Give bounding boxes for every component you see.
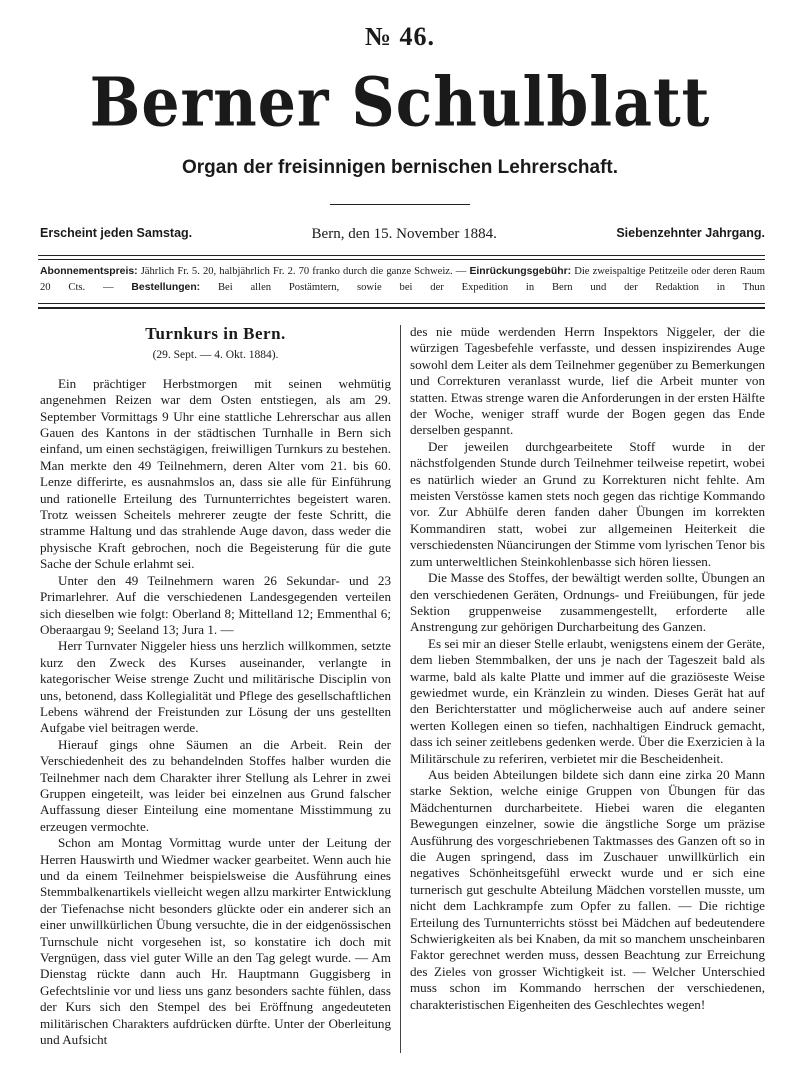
article-paragraph: Schon am Montag Vormittag wurde unter der Leitung der Herren Hauswirth und Wiedmer wacker gearbeitet. Wenn auch hie und da einem Teilnehmer beispielsweise die Ausführung eines Stemmbalkenartikels vielleicht wegen allzu markirter Entwicklung der Tiefenachse nicht besonders glückte oder ein anderer sich an einer unwillkürlichen Übung versuchte, die in der eidgenössischen Turnschule nicht vorgesehen ist, so konstatire ich doch mit Vergnügen, dass viel guter Wille an den Tag gelegt wurde. — Am Dienstag rückte dann auch Hr. Hauptmann Guggisberg in Gefechtslinie vor und liess uns ganz besonders sachte fühlen, dass der Kurs sich den Stempel des bei Eröffnung angedeuteten militärischen Charakters aufdrücken dürfte. Unter der Oberleitung und Aufsicht [40, 835, 391, 1048]
notice-rule-heavy [38, 307, 765, 309]
column-divider [400, 325, 401, 1053]
publication-frequency: Erscheint jeden Samstag. [40, 226, 193, 240]
volume-year: Siebenzehnter Jahrgang. [616, 226, 765, 240]
article-title: Turnkurs in Bern. [145, 324, 286, 343]
article-paragraph: Die Masse des Stoffes, der bewältigt werden sollte, Übungen an den verschiedenen Geräten, Ordnungs- und Freiübungen, für jede Sektion gruppenweise zusammengestellt, erforderte alle Anstrengung zur gehörigen Durcharbeitung des Ganzen. [410, 570, 765, 635]
subscription-price-label: Abonnementspreis: [40, 266, 138, 277]
article-paragraph: Der jeweilen durchgearbeitete Stoff wurde in der nächstfolgenden Stunde durch Teilnehmer teilweise repetirt, wobei es natürlich wieder an Grund zu Korrekturen nicht fehlte. Am meisten Verstösse kamen stets noch gegen das richtige Kommando vor. Zur Abhülfe deren fanden daher Übungen im korrekten Kommandiren statt, wobei zur allgemeinen Heiterkeit die verschiedensten Nüancirungen der Stimme vom lyrischen Tenor bis zum unterweltlichen Steinkohlenbasse sich hören liessen. [410, 438, 765, 569]
top-rule [38, 255, 765, 256]
orders-label: Bestellungen: [131, 281, 201, 293]
insertion-fee-label: Einrückungsgebühr: [469, 266, 572, 277]
article-paragraph: Aus beiden Abteilungen bildete sich dann eine zirka 20 Mann starke Sektion, welche einige Gruppen von Übungen für das Mädchenturnen durcharbeitete. Hiebei waren die eleganten Bewegungen einzelner, sowie die ängstliche Sorge um präzise Ausführung des vorgeschriebenen Taktmasses des Ganzen oft so in die Augen springend, dass im Zuschauer unwillkürlich ein negatives Schönheitsgefühl erweckt wurde und er sich eine turnerisch gut geschulte Abteilung Mädchen vorstellen musste, um nicht dem Lachkrampfe zum Opfer zu fallen. — Die richtige Erteilung des Turnunterrichts stösst bei Mädchen auf bedeutendere Schwierigkeiten als bei Knaben, da mit so manchem unscheinbaren Faktor gerechnet werden muss, dessen Beachtung zur Erreichung des Zieles von grosser Wichtigkeit ist. — Welcher Unterschied muss schon im Kommando herrschen der verschiedenen, charakteristischen Eigenheiten des Geschlechtes wegen! [410, 766, 765, 1012]
insertion-fee-text: Die zweispaltige Petitzeile oder deren Raum 20 Cts. — [40, 266, 766, 293]
newspaper-subtitle: Organ der freisinnigen bernischen Lehrerschaft. [181, 157, 619, 178]
right-column [410, 324, 765, 1013]
article-paragraph: Unter den 49 Teilnehmern waren 26 Sekundar- und 23 Primarlehrer. Auf die verschiedenen Landesgegenden verteilen sich dieselben wie folgt: Oberland 8; Mittelland 12; Emmenthal 6; Oberaargau 9; Seeland 13; Jura 1. — [40, 572, 391, 637]
issue-number: № 46. [364, 22, 436, 51]
article-paragraph: Herr Turnvater Niggeler hiess uns herzlich willkommen, setzte kurz den Zweck des Kurses auseinander, verlangte in kategorischer Weise strenge Zucht und militärische Disciplin von uns, betonend, dass Kollegialität und Pflege des gesellschaftlichen Lebens während der Freistunden zur Lösung der uns gestellten Aufgabe viel beitragen werde. [40, 638, 391, 736]
article-paragraph: Es sei mir an dieser Stelle erlaubt, wenigstens einem der Geräte, dem lieben Stemmbalken, der uns je nach der Tageszeit bald als warme, bald als kalte Platte und immer auf die graziöseste Weise gewiedmet wurde, ein Kränzlein zu winden. Dieses Gerät hat auf den Berichterstatter und möglicherweise auch auf andere seiner werten Kollegen einen so tiefen, nachhaltigen Eindruck gemacht, dass ich seiner zeitlebens gedenken werde. Über die Exerzicien à la Militärschule zu referiren, verbietet mir die Bescheidenheit. [410, 635, 765, 766]
notice-rule [38, 303, 765, 304]
article-paragraph: Hierauf gings ohne Säumen an die Arbeit. Rein der Verschiedenheit des zu behandelnden Stoffes halber wurden die Teilnehmer nach dem Charakter ihrer Stellung als Lehrer in zwei Gruppen eingeteilt, was leider bei einzelnen aus Grund falscher Auffassung dieser Einteilung eine momentane Misstimmung zu erzeugen vermochte. [40, 736, 391, 834]
header-divider [330, 204, 470, 205]
subscription-price-text: Jährlich Fr. 5. 20, halbjährlich Fr. 2. 70 franko durch die ganze Schweiz. — [140, 266, 467, 277]
orders-text: Bei allen Postämtern, sowie bei der Expedition in Bern und der Redaktion in Thun [217, 281, 766, 293]
left-column [40, 324, 391, 1048]
subscription-notice [40, 264, 765, 295]
article-paragraph: des nie müde werdenden Herrn Inspektors Niggeler, der die würzigen Tagesbefehle verfasste, und dessen inspizirendes Auge sowohl dem Leiter als dem Teilnehmer gegenüber zu Bemerkungen und Correkturen veranlasst wurde, lief die Arbeit munter von statten. Etwas strenge waren die Anforderungen in der ersten Hälfte der Woche, weniger straff wurde der Bogen gegen das Ende derselben gespannt. [410, 324, 765, 438]
article-paragraph: Ein prächtiger Herbstmorgen mit seinen wehmütig angenehmen Reizen war dem Osten entstiegen, als am 29. September Vormittags 9 Uhr eine stattliche Lehrerschar aus allen Gauen des Kantons in der städtischen Turnhalle in Bern sich einfand, um einen sechstägigen, freiwilligen Turnkurs zu bestehen. Man merkte den 49 Teilnehmern, deren Alter vom 21. bis 60. Lenze differirte, es ausnahmslos an, dass sie alle für Einführung und rationelle Erteilung des Turnunterrichtes begeistert waren. Trotz weissen Scheitels mehrerer zeugte der feste Schritt, die stramme Haltung und das strahlende Auge davon, dass weder die physische Kraft gebrochen, noch die Begeisterung für die gute Sache der Schule erlahmt sei. [40, 375, 391, 572]
publication-info-line [40, 226, 765, 243]
article-date: (29. Sept. — 4. Okt. 1884). [152, 349, 279, 362]
top-rule-second [38, 259, 765, 260]
publication-date: Bern, den 15. November 1884. [311, 226, 497, 242]
newspaper-masthead: Berner Schulblatt [89, 63, 711, 143]
